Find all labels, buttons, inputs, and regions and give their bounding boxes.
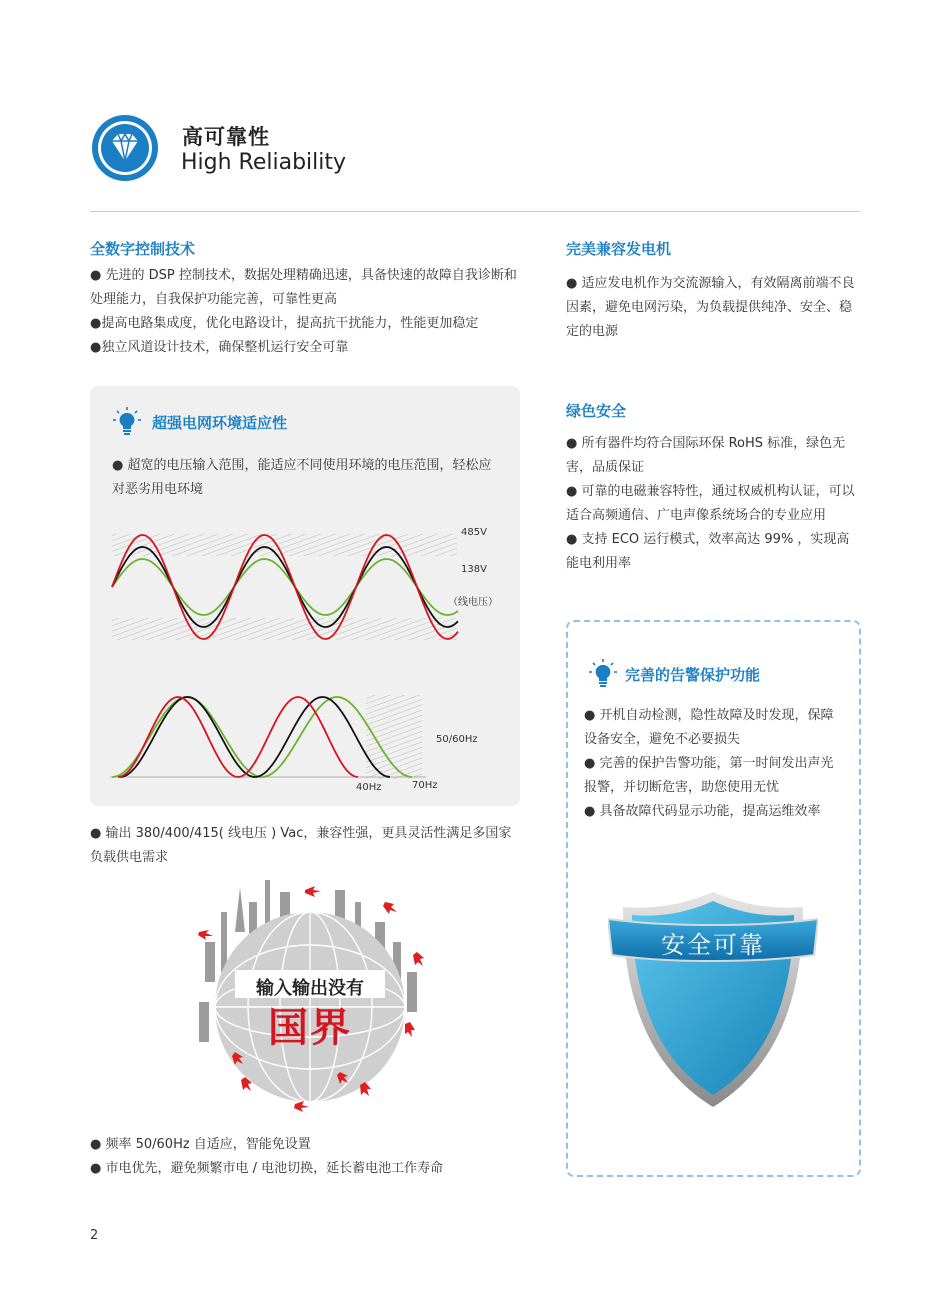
label-50-60hz: 50/60Hz <box>436 734 478 745</box>
section-title-green: 绿色安全 <box>566 402 627 420</box>
label-70hz: 70Hz <box>412 780 438 791</box>
list-item: ● 所有器件均符合国际环保 RoHS 标准，绿色无害，品质保证 <box>566 436 846 475</box>
list-item: ●提高电路集成度，优化电路设计，提高抗干扰能力，性能更加稳定 <box>90 316 479 331</box>
grid-box-text: ● 超宽的电压输入范围，能适应不同使用环境的电压范围，轻松应对恶劣用电环境 <box>112 458 492 497</box>
hatch-band-bottom <box>112 618 457 640</box>
frequency-wave-diagram <box>108 691 428 781</box>
output-voltage-text: ● 输出 380/400/415( 线电压 ) Vac，兼容性强，更具灵活性满足多国家负载供电需求 <box>90 826 512 865</box>
list-item: ●独立风道设计技术，确保整机运行安全可靠 <box>90 340 349 355</box>
generator-text: ● 适应发电机作为交流源输入，有效隔离前端不良因素，避免电网污染，为负载提供纯净、安全、稳定的电源 <box>566 276 855 339</box>
list-item: ● 开机自动检测，隐性故障及时发现，保障设备安全，避免不必要损失 <box>584 708 834 747</box>
section-title-dsp: 全数字控制技术 <box>90 240 196 258</box>
lightbulb-icon <box>588 658 618 688</box>
list-item: ● 支持 ECO 运行模式，效率高达 99% ，实现高能电利用率 <box>566 532 850 571</box>
grid-adaptability-box <box>90 386 520 806</box>
header-icon <box>90 113 160 183</box>
wave-black-50hz <box>120 697 390 777</box>
list-item: ● 具备故障代码显示功能，提高运维效率 <box>584 804 821 819</box>
globe-caption-line2: 国界 <box>268 1005 352 1051</box>
section-title-generator: 完美兼容发电机 <box>566 240 672 258</box>
page-title-cn: 高可靠性 <box>182 125 270 149</box>
diamond-icon <box>90 113 160 183</box>
green-list <box>566 432 861 576</box>
alarm-box-title: 完善的告警保护功能 <box>625 666 761 684</box>
list-item: ● 市电优先，避免频繁市电 / 电池切换，延长蓄电池工作寿命 <box>90 1161 444 1176</box>
alarm-protection-box <box>566 620 861 1177</box>
bottom-list <box>90 1133 530 1181</box>
label-line-voltage: （线电压） <box>448 597 498 608</box>
hatch-band-top <box>112 534 457 556</box>
list-item: ● 可靠的电磁兼容特性，通过权威机构认证，可以适合高频通信、广电声像系统场合的专业应用 <box>566 484 855 523</box>
shield-text: 安全可靠 <box>661 931 765 959</box>
label-138v: 138V <box>461 564 487 575</box>
alarm-list <box>584 704 846 824</box>
dsp-list <box>90 264 520 360</box>
label-485v: 485V <box>461 527 487 538</box>
header-divider <box>90 211 860 212</box>
shield-icon <box>608 887 818 1112</box>
list-item: ● 频率 50/60Hz 自适应，智能免设置 <box>90 1137 311 1152</box>
lightbulb-icon <box>112 406 142 436</box>
grid-box-title: 超强电网环境适应性 <box>152 414 288 432</box>
page-number: 2 <box>90 1228 99 1243</box>
globe-caption-line1: 输入输出没有 <box>256 978 364 999</box>
label-40hz: 40Hz <box>356 782 382 793</box>
list-item: ● 完善的保护告警功能，第一时间发出声光报警，并切断危害，助您使用无忧 <box>584 756 834 795</box>
list-item: ● 先进的 DSP 控制技术，数据处理精确迅速，具备快速的故障自我诊断和处理能力，自我保护功能完善，可靠性更高 <box>90 268 517 307</box>
page-title-en: High Reliability <box>181 150 347 175</box>
